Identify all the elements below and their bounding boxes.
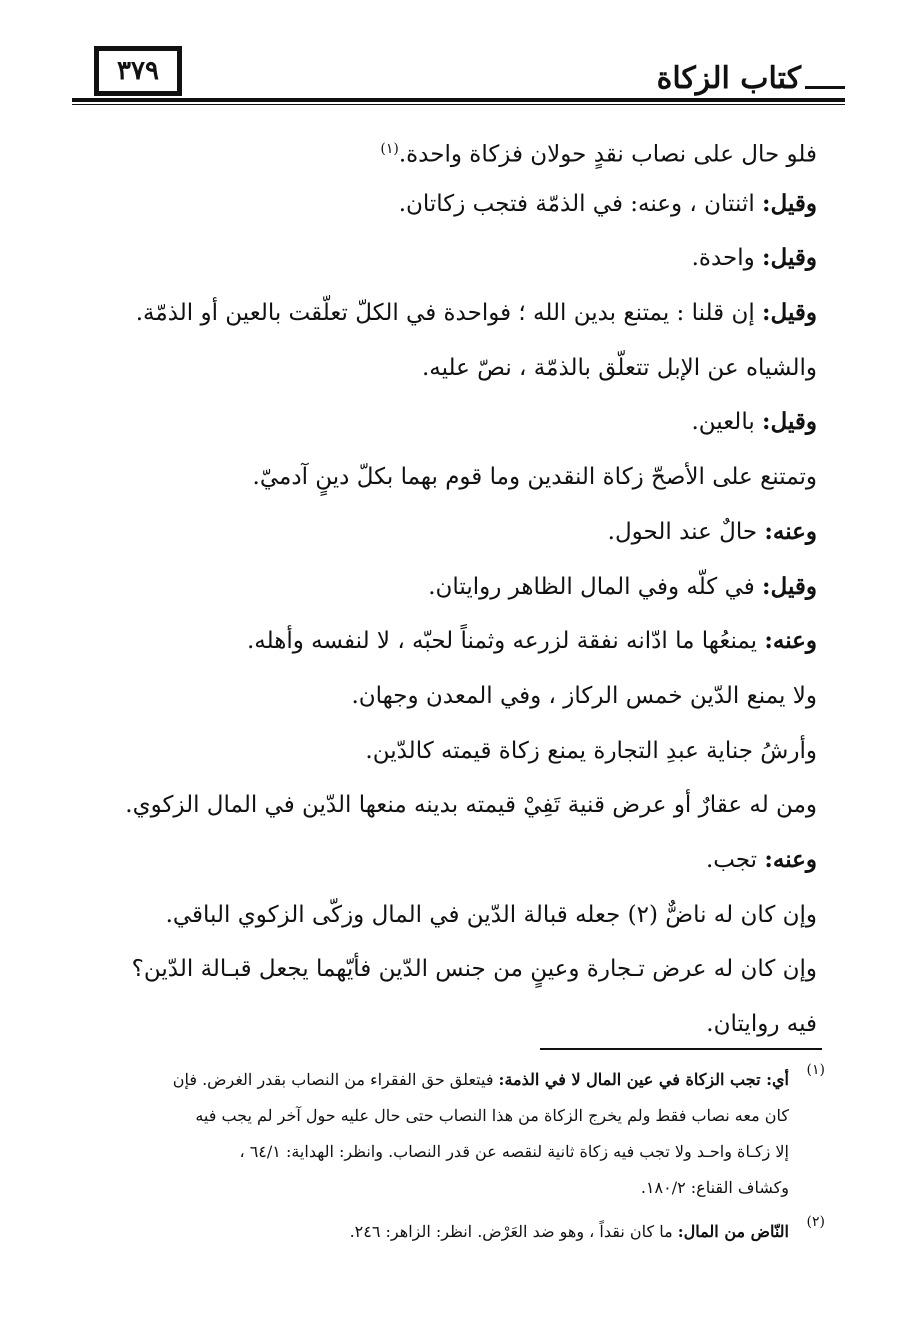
text-line [80,505,817,560]
line-text: ومن له عقارٌ أو عرض قنية تَفِيْ قيمته بدينه منعها الدّين في المال الزكوي. [125,792,817,819]
text-line [80,341,817,396]
footnote [80,1062,825,1206]
footnote-number: (١) [806,1062,825,1078]
running-header-title: كتاب الزكاة [656,61,801,96]
footnote-lead-term: النّاض من المال: [677,1222,789,1241]
footnote-line [80,1134,789,1170]
header-dash [805,86,845,89]
text-line [80,122,817,177]
line-text: اثنتان ، وعنه: في الذمّة فتجب زكاتان. [398,190,763,217]
text-line [80,614,817,669]
lead-term: وعنه: [764,627,817,655]
lead-term: وقيل: [762,572,817,600]
line-text: إن قلنا : يمتنع بدين الله ؛ فواحدة في الكلّ تعلّقت بالعين أو الذمّة. [135,300,763,327]
line-text: وأرشُ جناية عبدِ التجارة يمنع زكاة قيمته كالدّين. [365,737,817,764]
line-text: ولا يمنع الدّين خمس الركاز ، وفي المعدن وجهان. [351,682,817,709]
text-line [80,833,817,888]
lead-term: وعنه: [764,517,817,545]
text-line [80,997,817,1052]
line-text: حالٌ عند الحول. [607,518,765,545]
text-line [80,724,817,779]
line-text: فلو حال على نصاب نقدٍ حولان فزكاة واحدة. [398,141,817,168]
footnote-line [80,1214,789,1250]
footnote-text: إلا زكـاة واحـد ولا تجب فيه زكاة ثانية لنقصه عن قدر النصاب. وانظر: الهداية: ٦٤/١ ، [239,1142,789,1161]
page-number-text: ٣٧٩ [117,56,159,86]
lead-term: وقيل: [762,189,817,217]
line-text: يمنعُها ما ادّانه نفقة لزرعه وثمناً لحبّه ، لا لنفسه وأهله. [246,628,765,655]
footnote-line [80,1062,789,1098]
line-text: بالعين. [691,409,763,436]
text-line [80,286,817,341]
footnote-number: (٢) [806,1214,825,1230]
text-line [80,395,817,450]
line-text: والشياه عن الإبل تتعلّق بالذمّة ، نصّ عليه. [421,354,817,381]
lead-term: وقيل: [762,408,817,436]
footnote-text: ما كان نقداً ، وهو ضد العَرْض. انظر: الزاهر: ٢٤٦. [349,1222,678,1241]
page-number [94,46,182,96]
header-rule-thin [72,104,845,105]
text-line [80,560,817,615]
line-text: فيه روايتان. [706,1011,817,1037]
line-text: تجب. [705,846,765,873]
footnote-line [80,1098,789,1134]
lead-term: وقيل: [762,299,817,327]
text-line [80,778,817,833]
main-text [80,122,817,1052]
text-line [80,231,817,286]
line-text: وإن كان له عرض تـجارة وعينٍ من جنس الدّين فأيّهما يجعل قبـالة الدّين؟ [131,956,817,983]
text-line [80,669,817,724]
footnote-separator [540,1048,822,1050]
footnote-text: وكشاف القناع: ١٨٠/٢. [640,1178,789,1197]
footnotes [80,1062,825,1250]
text-line [80,450,817,505]
line-text: وإن كان له ناضٌّ (٢) جعله قبالة الدّين في المال وزكّى الزكوي الباقي. [165,901,817,928]
footnote-text: فيتعلق حق الفقراء من النصاب بقدر الغرض. فإن [172,1070,499,1089]
text-line [80,942,817,997]
footnote-lead-term: أي: تجب الزكاة في عين المال لا في الذمة: [498,1070,789,1089]
footnote-text: كان معه نصاب فقط ولم يخرج الزكاة من هذا النصاب حتى حال عليه حول آخر لم يجب فيه [195,1106,789,1125]
footnote-line [80,1170,789,1206]
line-text: وتمتنع على الأصحّ زكاة النقدين وما قوم بهما بكلّ دينٍ آدميّ. [252,464,817,491]
header-rule [72,98,845,102]
line-text: في كلّه وفي المال الظاهر روايتان. [428,573,763,600]
text-line [80,888,817,943]
lead-term: وقيل: [762,244,817,272]
line-text: واحدة. [691,245,763,272]
footnote-reference[interactable]: (١) [380,141,399,157]
text-line [80,177,817,232]
footnote [80,1214,825,1250]
lead-term: وعنه: [764,845,817,873]
